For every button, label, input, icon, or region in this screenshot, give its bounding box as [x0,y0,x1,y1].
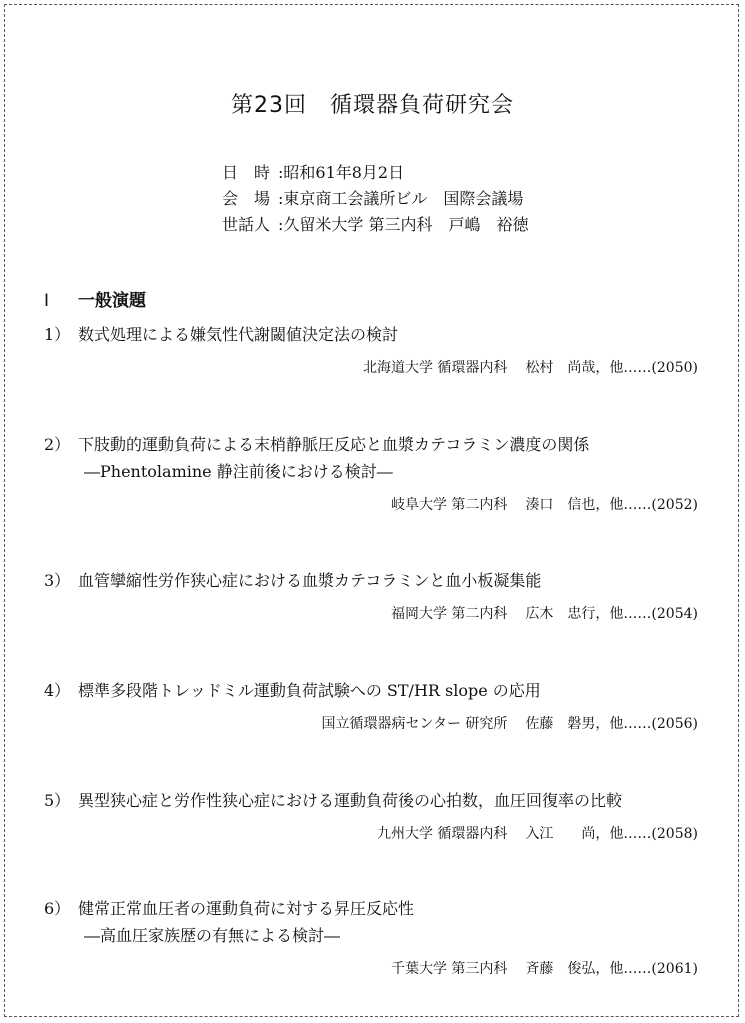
list-item: 4） 標準多段階トレッドミル運動負荷試験への ST/HR slope の応用 国立循環器病センター 研究所 佐藤 磐男，他……(2056) [44,681,698,732]
list-item: 5） 異型狭心症と労作性狭心症における運動負荷後の心拍数，血圧回復率の比較 九州大学 循環器内科 入江 尚，他……(2058) [44,791,698,842]
list-item: 1） 数式処理による嫌気性代謝閾値決定法の検討 北海道大学 循環器内科 松村 尚哉，他……(2050) [44,325,698,376]
list-item: 3） 血管攣縮性労作狭心症における血漿カテコラミンと血小板凝集能 福岡大学 第二内科 広木 忠行，他……(2054) [44,571,698,622]
meeting-info [222,160,528,238]
meeting-date: 日 時 :昭和61年8月2日 [222,163,405,182]
meeting-venue: 会 場 :東京商工会議所ビル 国際会議場 [222,189,524,208]
list-item: 2） 下肢動的運動負荷による末梢静脈圧反応と血漿カテコラミン濃度の関係 ―Phentolamine 静注前後における検討― 岐阜大学 第二内科 湊口 信也，他……(2052) [44,435,698,513]
meeting-organizer: 世話人 :久留米大学 第三内科 戸嶋 裕徳 [222,215,529,234]
list-item: 6） 健常正常血圧者の運動負荷に対する昇圧反応性 ―高血圧家族歴の有無による検討― 千葉大学 第三内科 斉藤 俊弘，他……(2061) [44,899,698,977]
section-heading: I 一般演題 [44,291,146,311]
page-title: 第23回 循環器負荷研究会 [231,93,514,118]
